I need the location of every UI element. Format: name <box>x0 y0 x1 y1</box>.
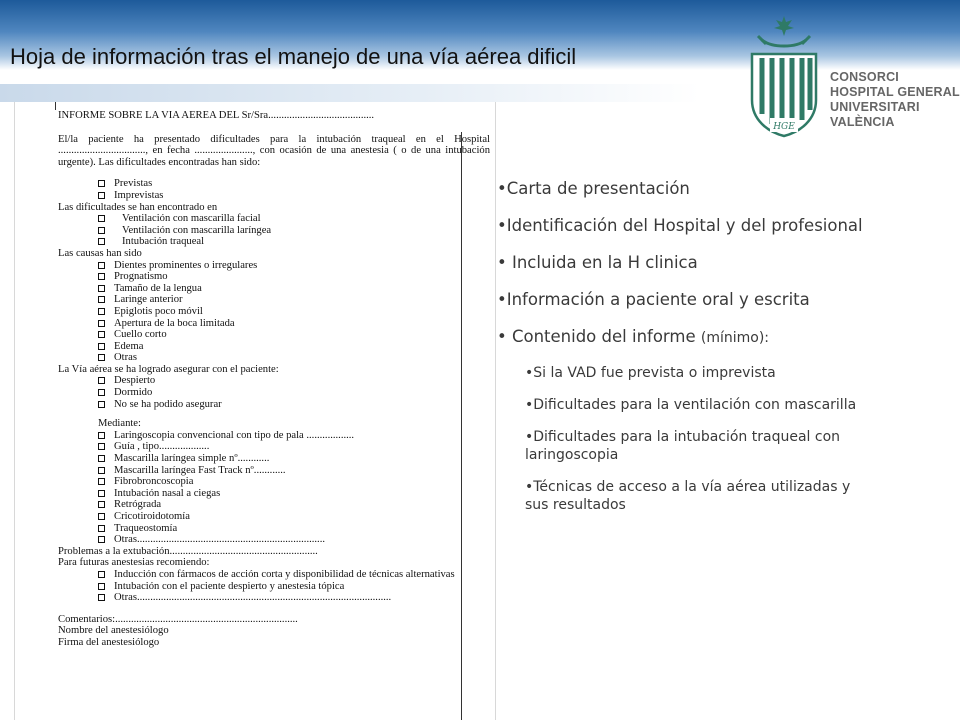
checkbox-icon <box>98 192 105 199</box>
checkbox-icon <box>98 273 105 280</box>
checkbox-icon <box>98 308 105 315</box>
form-check-item: No se ha podido asegurar <box>58 399 490 411</box>
checkbox-icon <box>98 227 105 234</box>
form-check-item: Dormido <box>58 387 490 399</box>
checkbox-icon <box>98 525 105 532</box>
sub-bullet-item: •Si la VAD fue prevista o imprevista <box>525 365 776 381</box>
form-check-item: Tamaño de la lengua <box>58 283 490 295</box>
checkbox-icon <box>98 478 105 485</box>
form-check-item: Prognatismo <box>58 271 490 283</box>
form-check-item: Apertura de la boca limitada <box>58 318 490 330</box>
form-check-item: Mascarilla laríngea Fast Track nº............ <box>58 465 490 477</box>
form-check-item: Retrógrada <box>58 499 490 511</box>
form-section-label: Las causas han sido <box>58 247 142 259</box>
bullet-item: •Identificación del Hospital y del profesional <box>497 216 863 235</box>
checkbox-icon <box>98 331 105 338</box>
form-check-item: Cuello corto <box>58 329 490 341</box>
checkbox-icon <box>98 501 105 508</box>
checkbox-icon <box>98 490 105 497</box>
sub-bullet-item: •Técnicas de acceso a la vía aérea utilizadas y sus resultados <box>525 479 851 513</box>
checkbox-icon <box>98 594 105 601</box>
checkbox-icon <box>98 455 105 462</box>
checkbox-icon <box>98 296 105 303</box>
form-check-item: Epiglotis poco móvil <box>58 306 490 318</box>
logo-line-4: VALÈNCIA <box>830 115 895 129</box>
checkbox-icon <box>98 513 105 520</box>
form-signature-line: Firma del anestesiólogo <box>58 636 160 648</box>
form-check-item: Intubación nasal a ciegas <box>58 488 490 500</box>
form-check-item: Mascarilla laríngea simple nº............ <box>58 453 490 465</box>
form-check-item: Dientes prominentes o irregulares <box>58 260 490 272</box>
checkbox-icon <box>98 320 105 327</box>
logo-monogram: HGE <box>773 122 795 132</box>
form-check-item: Ventilación con mascarilla facial <box>58 213 490 225</box>
bullet-item: •Carta de presentación <box>497 179 690 198</box>
checkbox-icon <box>98 354 105 361</box>
form-section-label: Para futuras anestesias recomiendo: <box>58 557 210 569</box>
form-intro: El/la paciente ha presentado dificultades para la intubación traqueal en el Hospital ................................., en fecha ......................, con ocasión de una anestesia ( o de una intubación urgente). Las dificultades encontradas han sido: <box>58 133 490 168</box>
form-check-item: Previstas <box>58 178 490 190</box>
form-check-item: Intubación traqueal <box>58 236 490 248</box>
form-section-label: Las dificultades se han encontrado en <box>58 201 218 213</box>
form-check-item: Cricotiroidotomía <box>58 511 490 523</box>
form-check-item: Inducción con fármacos de acción corta y disponibilidad de técnicas alternativas <box>58 569 490 581</box>
checkbox-icon <box>98 377 105 384</box>
form-section-label: Mediante: <box>98 418 141 430</box>
form-check-item: Otras <box>58 352 490 364</box>
checkbox-icon <box>98 389 105 396</box>
sub-bullet-item: •Dificultades para la ventilación con mascarilla <box>525 397 857 413</box>
checkbox-icon <box>98 238 105 245</box>
title-underline <box>0 84 700 102</box>
checkbox-icon <box>98 180 105 187</box>
text-cursor <box>55 102 56 110</box>
checkbox-icon <box>98 536 105 543</box>
bullet-item: • Incluida en la H clinica <box>497 253 698 272</box>
form-check-item: Imprevistas <box>58 190 490 202</box>
bullet-item-contenido-note: (mínimo): <box>700 330 770 346</box>
bullet-item: •Información a paciente oral y escrita <box>497 290 810 309</box>
sub-bullet-item: •Dificultades para la intubación traqueal con laringoscopia <box>525 429 841 463</box>
form-check-item: Fibrobroncoscopia <box>58 476 490 488</box>
report-form-content <box>58 110 490 649</box>
logo-line-1: CONSORCI <box>830 70 899 84</box>
form-name-line: Nombre del anestesiólogo <box>58 625 169 637</box>
checkbox-icon <box>98 432 105 439</box>
form-heading: INFORME SOBRE LA VIA AEREA DEL Sr/Sra........................................ <box>58 110 375 121</box>
form-check-item: Otras................................................................................................ <box>58 592 490 604</box>
form-check-item: Despierto <box>58 375 490 387</box>
form-check-item: Laringoscopia convencional con tipo de pala .................. <box>58 430 490 442</box>
form-check-item: Ventilación con mascarilla laríngea <box>58 225 490 237</box>
checkbox-icon <box>98 262 105 269</box>
checkbox-icon <box>98 571 105 578</box>
slide-title: Hoja de información tras el manejo de una vía aérea dificil <box>10 44 577 69</box>
checkbox-icon <box>98 401 105 408</box>
form-check-item: Intubación con el paciente despierto y anestesia tópica <box>58 581 490 593</box>
form-check-item: Traqueostomía <box>58 523 490 535</box>
form-check-item: Laringe anterior <box>58 294 490 306</box>
logo-text <box>830 70 960 130</box>
bullet-item-contenido: • Contenido del informe (mínimo): <box>497 327 770 346</box>
checkbox-icon <box>98 285 105 292</box>
checkbox-icon <box>98 343 105 350</box>
form-check-item: Guía , tipo................... <box>58 441 490 453</box>
form-check-item: Otras....................................................................... <box>58 534 490 546</box>
form-extubation-line: Problemas a la extubación........................................................ <box>58 545 318 557</box>
logo-line-2: HOSPITAL GENERAL <box>830 85 960 99</box>
checkbox-icon <box>98 583 105 590</box>
form-section-label: La Vía aérea se ha logrado asegurar con el paciente: <box>58 363 279 375</box>
form-comments-line: Comentarios:..................................................................... <box>58 613 298 625</box>
logo-line-3: UNIVERSITARI <box>830 100 920 114</box>
report-form-image <box>14 102 496 720</box>
form-check-item: Edema <box>58 341 490 353</box>
bullet-list <box>497 178 867 528</box>
checkbox-icon <box>98 215 105 222</box>
checkbox-icon <box>98 443 105 450</box>
checkbox-icon <box>98 467 105 474</box>
